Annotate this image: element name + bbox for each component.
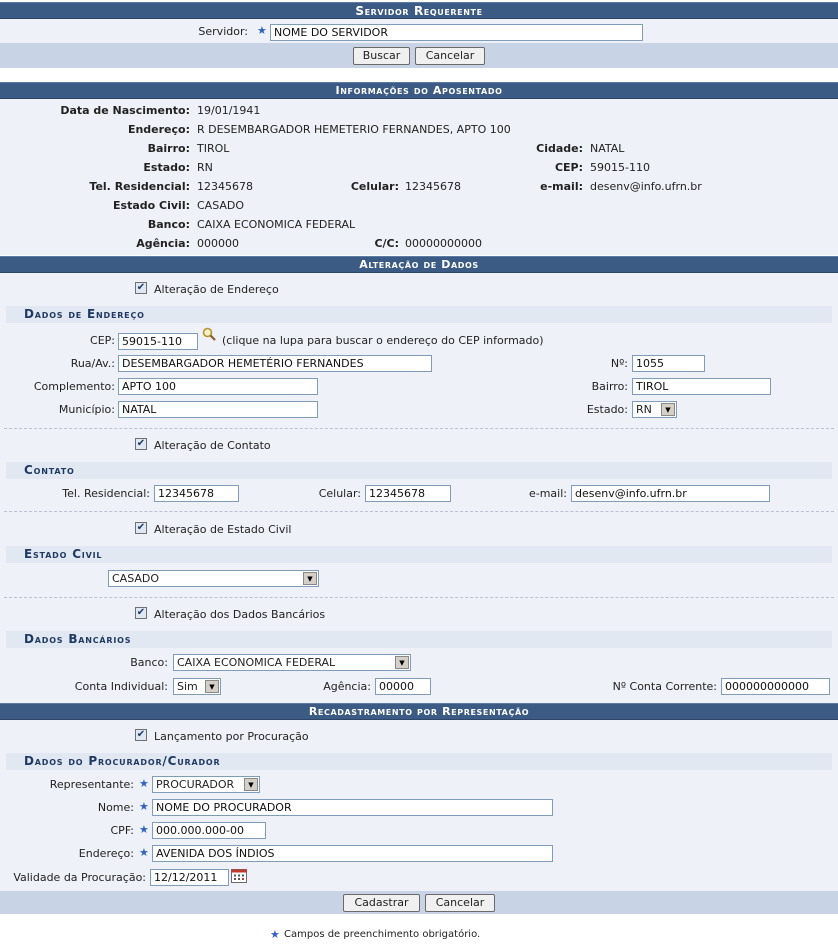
informacoes-title: Informações do Aposentado — [335, 84, 503, 97]
endereco-info-label: Endereço: — [127, 123, 190, 136]
alteracao-contato-label: Alteração de Contato — [154, 439, 271, 452]
validade-input[interactable] — [150, 869, 229, 886]
required-star-icon: ★ — [257, 24, 267, 37]
bairro-input[interactable] — [632, 378, 771, 395]
estado-civil-subheader: Estado Civil — [6, 546, 832, 563]
cep-input[interactable] — [118, 333, 198, 350]
bairro-info-label: Bairro: — [147, 142, 190, 155]
divider — [4, 597, 834, 598]
tel-info-label: Tel. Residencial: — [89, 180, 190, 193]
cidade-info-label: Cidade: — [536, 142, 583, 155]
alteracao-endereco-checkbox[interactable] — [135, 282, 147, 294]
representante-select[interactable] — [152, 776, 260, 793]
estado-select-value: RN — [636, 403, 652, 416]
banco-select-value: CAIXA ECONOMICA FEDERAL — [177, 656, 336, 669]
numero-input[interactable] — [632, 355, 705, 372]
estado-civil-info-label: Estado Civil: — [113, 199, 190, 212]
alteracao-endereco-label: Alteração de Endereço — [154, 283, 279, 296]
chevron-down-icon: ▼ — [244, 778, 258, 791]
cc-info-label: C/C: — [374, 237, 399, 250]
dados-endereco-subheader: Dados de Endereço — [6, 306, 832, 323]
divider — [4, 511, 834, 512]
informacoes-header — [0, 82, 838, 99]
checkmark-icon: ✔ — [136, 607, 146, 618]
checkmark-icon: ✔ — [136, 438, 146, 449]
complemento-label: Complemento: — [33, 380, 115, 393]
cc-info-value: 00000000000 — [405, 237, 482, 250]
alteracao-estado-civil-checkbox[interactable] — [135, 522, 147, 534]
celular-info-value: 12345678 — [405, 180, 461, 193]
banco-info-label: Banco: — [147, 218, 190, 231]
complemento-input[interactable] — [118, 378, 318, 395]
numero-label: Nº: — [610, 357, 628, 370]
procuracao-checkbox[interactable] — [135, 729, 147, 741]
agencia-info-value: 000000 — [197, 237, 239, 250]
cadastrar-button[interactable]: Cadastrar — [343, 894, 420, 912]
cancelar-button[interactable]: Cancelar — [425, 894, 495, 912]
required-star-icon: ★ — [270, 928, 280, 941]
checkmark-icon: ✔ — [136, 282, 146, 293]
buscar-button[interactable]: Buscar — [353, 47, 410, 65]
estado-label: Estado: — [586, 403, 628, 416]
estado-civil-info-value: CASADO — [197, 199, 245, 212]
estado-civil-select-value: CASADO — [112, 572, 160, 585]
cep-hint: (clique na lupa para buscar o endereço do CEP informado) — [222, 334, 544, 347]
alteracao-title: Alteração de Dados — [359, 258, 479, 271]
required-star-icon: ★ — [139, 823, 149, 836]
tel-input[interactable] — [154, 485, 239, 502]
email-info-value: desenv@info.ufrn.br — [590, 180, 702, 193]
chevron-down-icon: ▼ — [395, 656, 409, 669]
cpf-label: CPF: — [110, 824, 134, 837]
agencia-label: Agência: — [323, 680, 371, 693]
representante-select-value: PROCURADOR — [156, 778, 235, 791]
validade-label: Validade da Procuração: — [13, 871, 146, 884]
conta-individual-select[interactable] — [173, 678, 221, 695]
email-input[interactable] — [571, 485, 770, 502]
celular-label: Celular: — [318, 487, 361, 500]
bairro-info-value: TIROL — [197, 142, 230, 155]
alteracao-bancarios-checkbox[interactable] — [135, 607, 147, 619]
cpf-input[interactable] — [152, 822, 266, 839]
bairro-label: Bairro: — [591, 380, 628, 393]
required-fields-note: Campos de preenchimento obrigatório. — [284, 929, 481, 940]
chevron-down-icon: ▼ — [205, 680, 219, 693]
estado-civil-select[interactable] — [108, 570, 319, 587]
tel-info-value: 12345678 — [197, 180, 253, 193]
required-star-icon: ★ — [139, 846, 149, 859]
endereco-procurador-input[interactable] — [152, 845, 553, 862]
municipio-input[interactable] — [118, 401, 318, 418]
endereco-procurador-label: Endereço: — [78, 847, 134, 860]
banco-info-value: CAIXA ECONOMICA FEDERAL — [197, 218, 356, 231]
conta-individual-label: Conta Individual: — [74, 680, 168, 693]
banco-select[interactable] — [173, 654, 411, 671]
endereco-info-value: R DESEMBARGADOR HEMETERIO FERNANDES, APTO 100 — [197, 123, 511, 136]
dados-bancarios-subheader: Dados Bancários — [6, 631, 832, 648]
procuracao-label: Lançamento por Procuração — [154, 730, 309, 743]
agencia-input[interactable] — [375, 678, 431, 695]
estado-info-value: RN — [197, 161, 213, 174]
chevron-down-icon: ▼ — [661, 403, 675, 416]
conta-corrente-input[interactable] — [721, 678, 830, 695]
alteracao-bancarios-label: Alteração dos Dados Bancários — [154, 608, 326, 621]
cep-info-label: CEP: — [554, 161, 583, 174]
estado-select[interactable] — [632, 401, 677, 418]
procurador-subheader: Dados do Procurador/Curador — [6, 753, 832, 770]
rua-input[interactable] — [118, 355, 432, 372]
required-star-icon: ★ — [139, 777, 149, 790]
representacao-header — [0, 703, 838, 720]
alteracao-header — [0, 256, 838, 273]
banco-label: Banco: — [130, 656, 168, 669]
servidor-requerente-title: Servidor Requerente — [355, 4, 483, 18]
nome-procurador-input[interactable] — [152, 799, 553, 816]
email-label: e-mail: — [528, 487, 567, 500]
servidor-label: Servidor: — [198, 25, 248, 38]
municipio-label: Município: — [58, 403, 115, 416]
checkmark-icon: ✔ — [136, 522, 146, 533]
representante-label: Representante: — [49, 778, 134, 791]
estado-info-label: Estado: — [143, 161, 190, 174]
agencia-info-label: Agência: — [136, 237, 190, 250]
cidade-info-value: NATAL — [590, 142, 625, 155]
cancelar-servidor-button[interactable]: Cancelar — [415, 47, 485, 65]
magnifier-icon[interactable] — [202, 327, 216, 341]
celular-input[interactable] — [365, 485, 451, 502]
checkmark-icon: ✔ — [136, 729, 146, 740]
alteracao-estado-civil-label: Alteração de Estado Civil — [154, 523, 292, 536]
calendar-icon[interactable] — [231, 869, 247, 883]
representacao-title: Recadastramento por Representação — [308, 705, 530, 718]
tel-label: Tel. Residencial: — [62, 487, 150, 500]
required-star-icon: ★ — [139, 800, 149, 813]
chevron-down-icon: ▼ — [303, 572, 317, 585]
cep-label: CEP: — [90, 334, 115, 347]
divider — [4, 428, 834, 429]
rua-label: Rua/Av.: — [70, 357, 115, 370]
celular-info-label: Celular: — [350, 180, 399, 193]
alteracao-contato-checkbox[interactable] — [135, 438, 147, 450]
nome-label: Nome: — [97, 801, 134, 814]
servidor-input[interactable] — [270, 24, 643, 41]
cep-info-value: 59015-110 — [590, 161, 650, 174]
contato-subheader: Contato — [6, 462, 832, 479]
servidor-requerente-header — [0, 2, 838, 19]
conta-individual-select-value: Sim — [177, 680, 198, 693]
data-nascimento-label: Data de Nascimento: — [60, 104, 190, 117]
conta-corrente-label: Nº Conta Corrente: — [612, 680, 717, 693]
data-nascimento-value: 19/01/1941 — [197, 104, 261, 117]
email-info-label: e-mail: — [540, 180, 583, 193]
